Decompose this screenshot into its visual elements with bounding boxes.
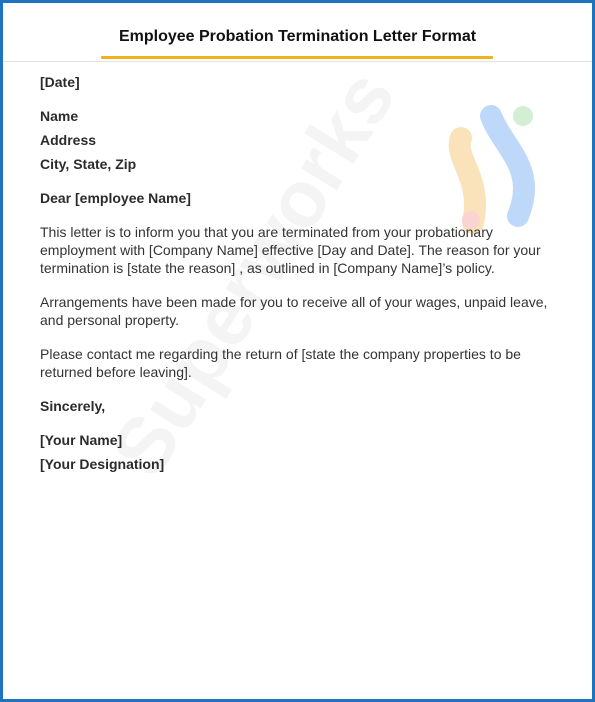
paragraph-arrangements: Arrangements have been made for you to receive all of your wages, unpaid leave, and personal property.: [40, 294, 548, 328]
page-title: Employee Probation Termination Letter Format: [118, 28, 477, 45]
paragraph-contact: Please contact me regarding the return of [state the company properties to be returned before leaving].: [40, 346, 521, 380]
sender-name: [Your Name]: [40, 432, 123, 448]
recipient-city: City, State, Zip: [40, 156, 137, 172]
recipient-address: Address: [40, 132, 97, 148]
letter-date: [Date]: [40, 74, 80, 90]
salutation: Dear [employee Name]: [40, 190, 191, 206]
closing: Sincerely,: [40, 398, 106, 414]
sender-designation: [Your Designation]: [40, 456, 165, 472]
title-underline: [101, 56, 493, 59]
letter-header: [3, 3, 592, 62]
recipient-name: Name: [40, 108, 79, 124]
paragraph-termination: This letter is to inform you that you are terminated from your probationary employment with [Company Name] effective [Day and Date]. The reason for your termination is [state the reason] , as outlined in [Company Name]’s policy.: [40, 224, 541, 276]
letter-body: [40, 73, 555, 473]
